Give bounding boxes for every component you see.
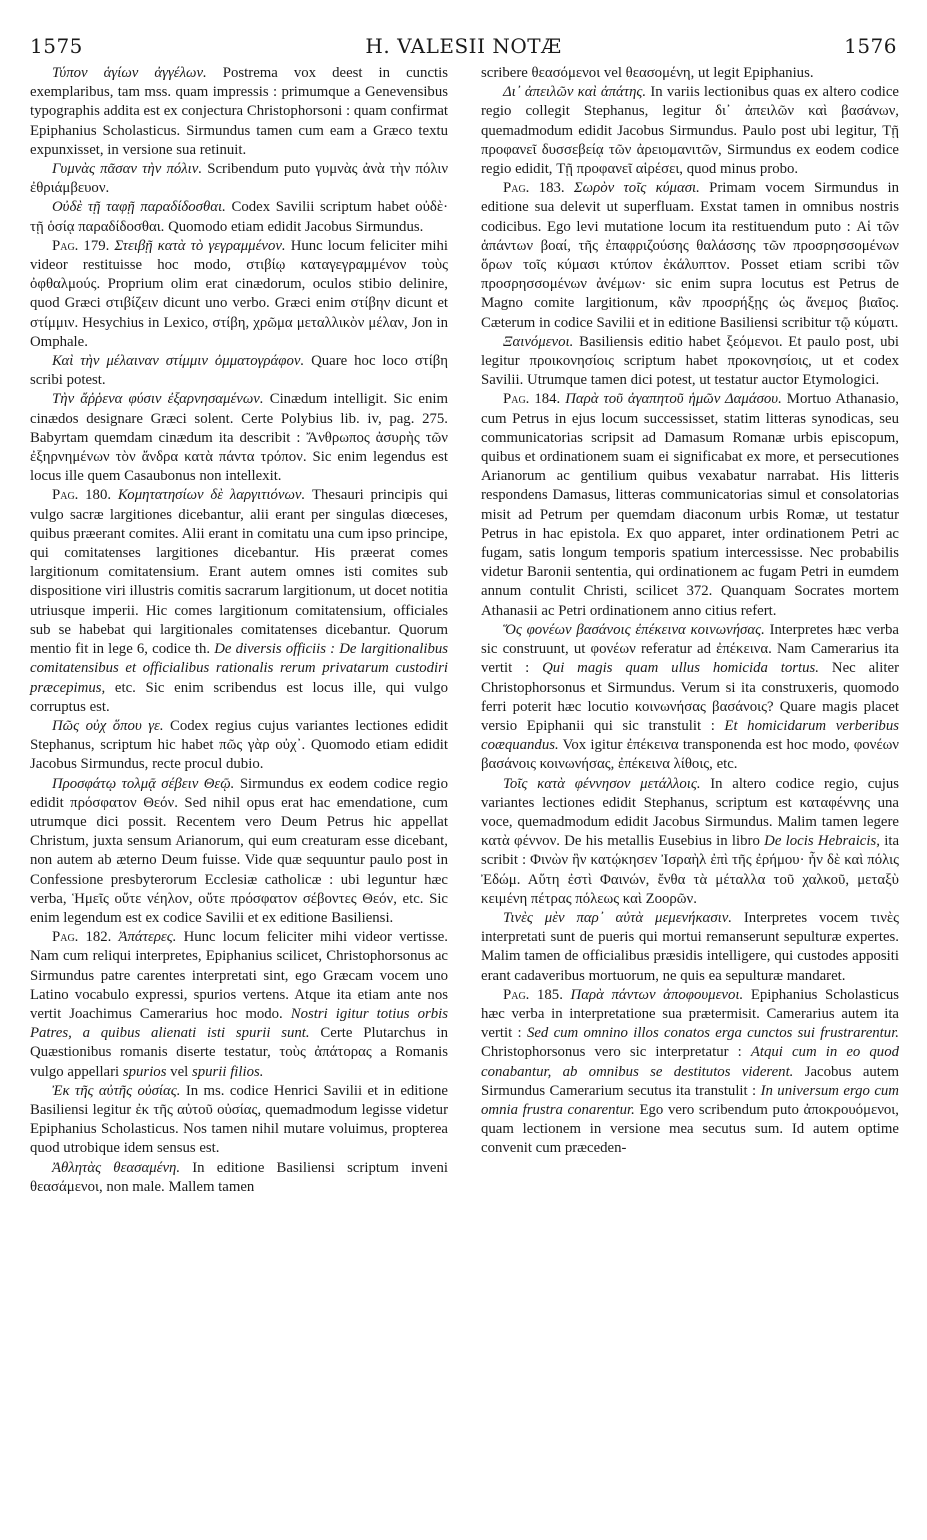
- note-text: Codex Savilii scriptum habet οὐδὲ· τῇ ὁσίᾳ παραδίδοσθαι. Quomodo etiam edidit Jacobus Sirmundus.: [30, 199, 449, 235]
- page-reference: Pag. 185.: [503, 986, 563, 1003]
- greek-lemma: Προσφάτῳ τολμᾷ σέβειν Θεῷ.: [52, 775, 235, 792]
- note-text: Jacobus autem Sirmundus Camerarium secutus ita transtulit :: [481, 1063, 899, 1099]
- note-text: Ego vero scribendum puto ἀποκρουόμενοι, quam lectionem in versione mea secutus sum. Id autem optime convenit cum præceden-: [481, 1101, 899, 1157]
- note-paragraph: [481, 621, 899, 775]
- note-paragraph: [30, 352, 448, 390]
- greek-lemma: Ἐκ τῆς αὐτῆς οὐσίας.: [52, 1082, 181, 1099]
- left-column-number: 1575: [30, 34, 83, 58]
- greek-lemma: Σωρὸν τοῖς κύμασι.: [573, 180, 700, 197]
- note-text: Postrema vox deest in cunctis exemplaribus, tam mss. quam impressis : primumque a Genevensibus typographis addita est ex conjectura Christophorsoni : quam confirmat Epiphanius Scholasticus. Sirmundus tamen cum eam a Græco textu expunxisset, in versione sua retinuit.: [30, 65, 448, 158]
- note-text: Nec aliter Christophorsonus et Sirmundus. Verum si ita construxeris, quomodo ferri poterit hæc locutio κοινωνήσας βασάνοις? Quare magis placet versio Epiphanii qui sic transtulit :: [481, 660, 900, 734]
- greek-lemma: Οὐδὲ τῇ ταφῇ παραδίδοσθαι.: [52, 199, 226, 216]
- note-text: ita scribit : Φινὼν ἣν κατῴκησεν Ἰσραὴλ ἐπὶ τῆς ἐρήμου· ἦν δὲ καὶ πόλις Ἐδώμ. Αὕτη ἐστὶ Φαινών, ἔνθα τὰ μέταλλα τοῦ χαλκοῦ, μεταξὺ κειμένη πέτρας πόλεως καὶ Ζοορῶν.: [481, 833, 900, 907]
- greek-lemma: Στειβῇ κατὰ τὸ γεγραμμένον.: [114, 237, 286, 254]
- note-text: In variis lectionibus quas ex altero codice regio collegit Stephanus, legitur δι᾽ ἀπειλῶν καὶ βασάνων, quemadmodum edidit Jacobus Sirmundus. Paulo post ubi legitur, Τῇ προφανεῖ δυσσεβείᾳ τῶν ἀρειομανιτῶν, Sirmundus ex eodem codice regio edidit, Τῇ προφανεῖ αἱρέσει, quod minus probo.: [481, 84, 899, 178]
- greek-lemma: Καὶ τὴν μέλαιναν στίμμιν ὀμματογράφον.: [52, 353, 305, 370]
- note-paragraph: [30, 160, 448, 198]
- note-text: Cinædum intelligit. Sic enim cinædos designare Græci solent. Certe Polybius lib. iv, pag. 275. Babyrtam quemdam cinædum ita describit : Ἄνθρωπος ἀσυρὴς τῶν ἐξηρνημένων τὸν ἄνδρα κατὰ πάντα τρόπον. Sic enim legendus est locus ille quem Casaubonus non intellexit.: [30, 391, 448, 485]
- note-paragraph: [481, 333, 899, 391]
- greek-lemma: Τινὲς μὲν παρ᾽ αὐτὰ μεμενήκασιν.: [503, 909, 732, 926]
- latin-quotation: spurii filios.: [191, 1063, 264, 1080]
- note-text: In editione Basiliensi scriptum inveni θεασάμενοι, non male. Mallem tamen: [30, 1159, 449, 1195]
- greek-lemma: Γυμνὰς πᾶσαν τὴν πόλιν.: [52, 161, 203, 178]
- greek-lemma: Παρὰ πάντων ἀποφουμενοι.: [570, 986, 744, 1003]
- note-text: Interpretes vocem τινὲς interpretati sunt de pueris qui mortui remanserunt sepulturæ expertes. Malim tamen de officialibus præsidis intelligere, qui custodes appositi erant cadaveribus mortuorum, ne quis ea sepulturæ mandaret.: [481, 909, 899, 984]
- note-paragraph: [481, 179, 899, 333]
- note-paragraph: [481, 909, 899, 986]
- note-paragraph: [30, 928, 448, 1082]
- note-paragraph: [30, 775, 448, 929]
- note-paragraph: [30, 1082, 448, 1159]
- greek-lemma: Ξαινόμενοι.: [503, 333, 574, 350]
- note-paragraph: [481, 83, 899, 179]
- latin-quotation: Sed cum omnino illos conatos erga cunctos sui frustrarentur.: [526, 1025, 900, 1042]
- note-paragraph: [30, 486, 448, 716]
- note-paragraph: [30, 64, 448, 160]
- note-paragraph: [481, 986, 899, 1159]
- note-paragraph: [30, 1159, 448, 1197]
- greek-lemma: Πῶς οὐχ ὅπου γε.: [52, 717, 164, 734]
- greek-lemma: Παρὰ τοῦ ἀγαπητοῦ ἡμῶν Δαμάσου.: [565, 391, 782, 408]
- note-paragraph: [481, 64, 899, 83]
- note-text: vel: [170, 1063, 189, 1080]
- note-text: In altero codice regio, cujus variantes lectiones edidit Stephanus, scriptum est καταφέννης una voce, quemadmodum edidit Jacobus Sirmundus. Malim tamen legere κατὰ φέννον. De his metallis Eusebius in libro: [481, 775, 899, 850]
- running-title: H. VALESII NOTÆ: [365, 34, 562, 58]
- note-text: Epiphanius Scholasticus hæc verba in interpretatione sua prætermisit. Camerarius autem ita vertit :: [481, 986, 900, 1042]
- greek-lemma: Ἀπάτερες.: [118, 929, 177, 946]
- latin-quotation: Nostri igitur totius orbis Patres, a quibus alienati isti spurii sunt.: [30, 1005, 448, 1042]
- page-reference: Pag. 179.: [52, 237, 110, 254]
- note-paragraph: [481, 390, 899, 620]
- note-text: Hunc locum feliciter mihi videor vertisse. Nam cum reliqui interpretes, Epiphanius scilicet, Christophorsonus ac Sirmundus patre carentes interpretati sint, ego Græcam vocem uno Latino vocabulo expressi, spurios vertens. Atque ita etiam ante nos vertit Joachimus Camerarius hoc modo.: [30, 929, 448, 1022]
- page-reference: Pag. 180.: [52, 487, 112, 504]
- note-paragraph: [30, 717, 448, 775]
- greek-lemma: Τοῖς κατὰ φέννησον μετάλλοις.: [503, 775, 701, 792]
- right-text-column: [481, 64, 899, 1159]
- note-text: Mortuo Athanasio, cum Petrus in ejus locum successisset, statim litteras synodicas, seu communicatorias scripsit ad Damasum Romanæ urbis episcopum, quibus et ordinationem suam ei significabat ex more, et persecutiones Arianorum ac gentilium quibus vexabatur narrabat. His litteris respondens Damasus, litteras communicatorias simul et consolatorias misit ad Petrum per quemdam diaconum urbis Romæ, ut testatur Petrus in hac epistola. Ex quo apparet, inter ordinationem Petri ac fugam, satis longum temporis spatium intercessisse. Nec probabilis videtur Baronii sententia, qui ordinationem ac fugam Petri in eumdem annum contulit Christi, scilicet 372. Quanquam Socrates mortem Athanasii ac Petri ordinationem anno citius refert.: [481, 391, 900, 619]
- page-reference: Pag. 183.: [503, 180, 565, 197]
- greek-lemma: Ὅς φονέων βασάνοις ἐπέκεινα κοινωνήσας.: [503, 621, 765, 638]
- page-reference: Pag. 182.: [52, 929, 112, 946]
- greek-lemma: Ἀθλητὰς θεασαμένη.: [52, 1159, 181, 1176]
- note-text: Primam vocem Sirmundus in editione sua delevit ut superfluam. Exstat tamen in omnibus nostris codicibus. Ego levi mutatione locum ita restituendum puto : Αἱ τῶν ἁπάντων βοαί, τῆς ἐπαφριζούσης θαλάσσης τῶν προσρησσομένων ὅρων τοῖς κύμασι κτύπον ἐκάλυπτον. Posset etiam scribi τῶν προσρησσομένων ἀνέμων· sic enim supra locutus est Petrus de Magno comite largitionum, κἂν προσρήξῃς ὡς ἄνεμος βιαῖος. Cæterum in codice Savilii et in editione Basiliensi scribitur τῷ κύματι.: [481, 180, 899, 331]
- right-column-number: 1576: [844, 34, 897, 58]
- latin-quotation: Qui magis quam ullus homicida tortus.: [542, 660, 820, 677]
- latin-quotation: De locis Hebraicis,: [764, 833, 880, 850]
- latin-quotation: Et homicidarum verberibus coæquandus.: [481, 717, 899, 754]
- note-paragraph: [30, 237, 448, 352]
- note-text: Sirmundus ex eodem codice regio edidit πρόσφατον Θεόν. Sed nihil opus erat hac emendatione, cum utrumque dici possit. Recentem vero Deum Petrus hic appellat Christum, juxta sensum Arianorum, qui eum creaturam esse dicebant, non autem ab æterno Deum fuisse. Vide quæ sequuntur paulo post in Confessione presbyterorum Ecclesiæ catholicæ : ubi leguntur hæc verba, Ἡμεῖς οὔτε νέηλον, οὔτε πρόσφατον σέβοντες Θεόν, etc. Sic enim legendum est ex codice Savilii et ex editione Basiliensi.: [30, 775, 449, 926]
- note-text: Thesauri principis qui vulgo sacræ largitiones dicebantur, alii erant per singulas diœceses, quibus præerant comites. Alii erant in comitatu una cum ipso principe, qui comitatenses largitiones dicebantur. His præerat comes largitionum comitatensium. Erant autem omnes isti comites sub dispositione viri illustris comitis sacrarum largitionum, ut docet notitia utriusque imperii. Hic comes largitionum comitatensium, officiales sub se habebat qui largitionales comitatenses dicebantur. Quorum mentio fit in lege 6, codice th.: [30, 487, 449, 658]
- latin-quotation: spurios: [122, 1063, 167, 1080]
- note-paragraph: [30, 198, 448, 236]
- note-text: Hunc locum feliciter mihi videor restituisse hoc modo, στιβίῳ καταγεγραμμένον τοὺς ὀφθαλμούς. Proprium olim erat cinædorum, oculos stibio delinire, quod Græci στιβίζειν dicunt uno verbo. Græci enim στίβην dicunt et στίμμιν. Hesychius in Lexico, στίβη, χρῶμα μεταλλικὸν μέλαν, Jon in Omphale.: [30, 237, 448, 350]
- note-text: Interpretes hæc verba sic construunt, ut φονέων referatur ad ἐπέκεινα. Nam Camerarius ita vertit :: [481, 621, 899, 677]
- note-text: In ms. codice Henrici Savilii et in editione Basiliensi legitur ἐκ τῆς αὐτοῦ οὐσίας, quemadmodum legisse videtur Epiphanius Scholasticus. Nos tamen nihil mutare voluimus, propterea quod utrobique idem sensus est.: [30, 1082, 448, 1157]
- latin-quotation: De diversis officiis : De largitionalibus comitatensibus et officialibus rationalis rerum privatarum custodiri præcepimus,: [30, 641, 448, 696]
- note-text: etc. Sic enim scribendus est locus ille, qui vulgo corruptus est.: [30, 679, 448, 715]
- note-text: Vox igitur ἐπέκεινα transponenda est hoc modo, φονέων βασάνοις κοινωνήσας, ἐπέκεινα λίθοις, etc.: [481, 737, 899, 773]
- note-text: Codex regius cujus variantes lectiones edidit Stephanus, scriptum hic habet πῶς γὰρ οὐχ᾽. Quomodo etiam edidit Jacobus Sirmundus, recte procul dubio.: [30, 717, 448, 773]
- latin-quotation: Atqui cum in eo quod conabantur, ab omnibus se destitutos viderent.: [481, 1044, 899, 1080]
- note-paragraph: [481, 775, 899, 909]
- running-header: [30, 34, 897, 60]
- greek-lemma: Κομητατησίων δὲ λαργιτιόνων.: [117, 487, 306, 504]
- note-text: Certe Plutarchus in Quæstionibus romanis diserte testatur, τοὺς ἀπάτορας a Romanis vulgo appellari: [30, 1025, 448, 1080]
- note-text: Scribendum puto γυμνὰς ἀνὰ τὴν πόλιν ἐθριάμβευον.: [30, 161, 449, 197]
- greek-lemma: Τύπον ἁγίων ἀγγέλων.: [52, 65, 207, 81]
- greek-lemma: Τὴν ἄῤῥενα φύσιν ἐξαρνησαμένων.: [52, 391, 264, 408]
- latin-quotation: In universum ergo cum omnia frustra conarentur.: [481, 1082, 899, 1118]
- left-text-column: [30, 64, 448, 1197]
- note-text: Christophorsonus vero sic interpretatur :: [481, 1044, 742, 1061]
- note-text: Basiliensis editio habet ξεόμενοι. Et paulo post, ubi legitur προικονησίοις scriptum habet προκονησίοις, ut et codex Savilii. Utrumque tamen dici potest, ut testatur auctor Etymologici.: [481, 333, 899, 389]
- greek-lemma: Δι᾽ ἀπειλῶν καὶ ἀπάτης.: [503, 84, 647, 101]
- page-reference: Pag. 184.: [503, 391, 561, 408]
- note-text: scribere θεασόμενοι vel θεασομένη, ut legit Epiphanius.: [481, 65, 814, 81]
- note-paragraph: [30, 390, 448, 486]
- note-text: Quare hoc loco στίβη scribi potest.: [30, 353, 448, 389]
